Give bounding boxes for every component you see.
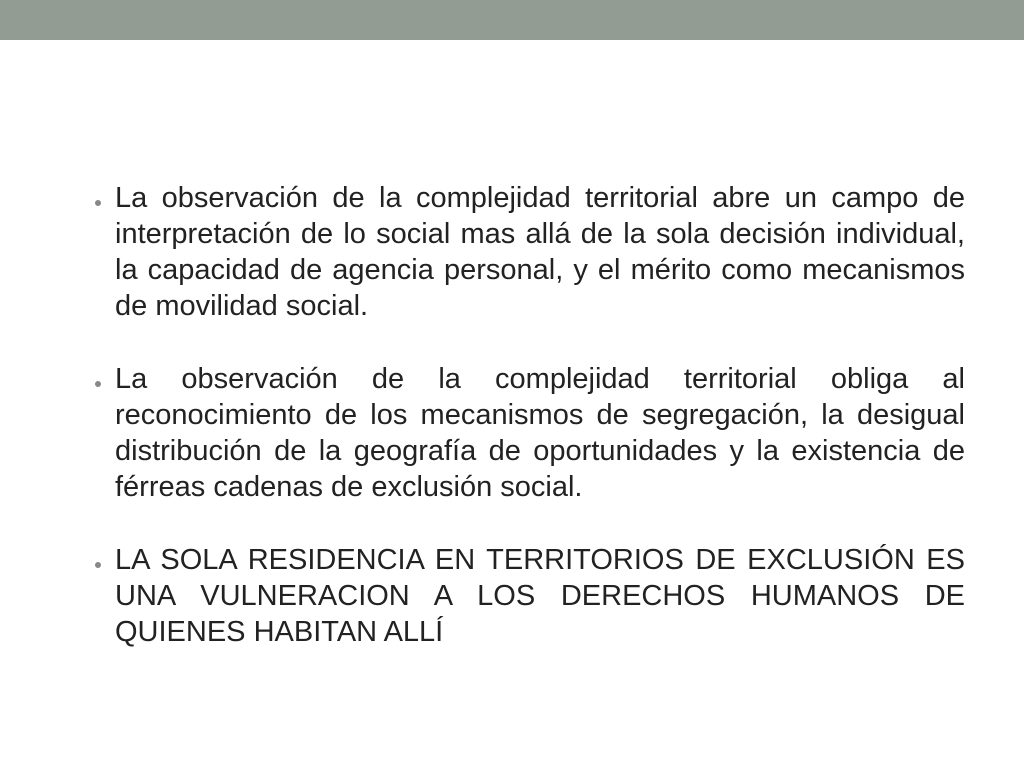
slide-content xyxy=(89,180,965,650)
bullet-text: La observación de la complejidad territorial obliga al reconocimiento de los mecanismos de segregación, la desigual distribución de la geografía de oportunidades y la existencia de férreas cadenas de exclusión social. xyxy=(115,363,965,503)
bullet-dot-icon xyxy=(95,381,101,387)
bullet-item-1 xyxy=(89,180,965,324)
bullet-item-2 xyxy=(89,361,965,505)
slide-header-bar xyxy=(0,0,1024,40)
bullet-dot-icon xyxy=(95,200,101,206)
bullet-text: La observación de la complejidad territorial abre un campo de interpretación de lo social mas allá de la sola decisión individual, la capacidad de agencia personal, y el mérito como mecanismos de movilidad social. xyxy=(115,182,965,322)
bullet-item-3 xyxy=(89,542,965,650)
bullet-text: LA SOLA RESIDENCIA EN TERRITORIOS DE EXCLUSIÓN ES UNA VULNERACION A LOS DERECHOS HUMANOS DE QUIENES HABITAN ALLÍ xyxy=(115,544,965,648)
bullet-dot-icon xyxy=(95,562,101,568)
